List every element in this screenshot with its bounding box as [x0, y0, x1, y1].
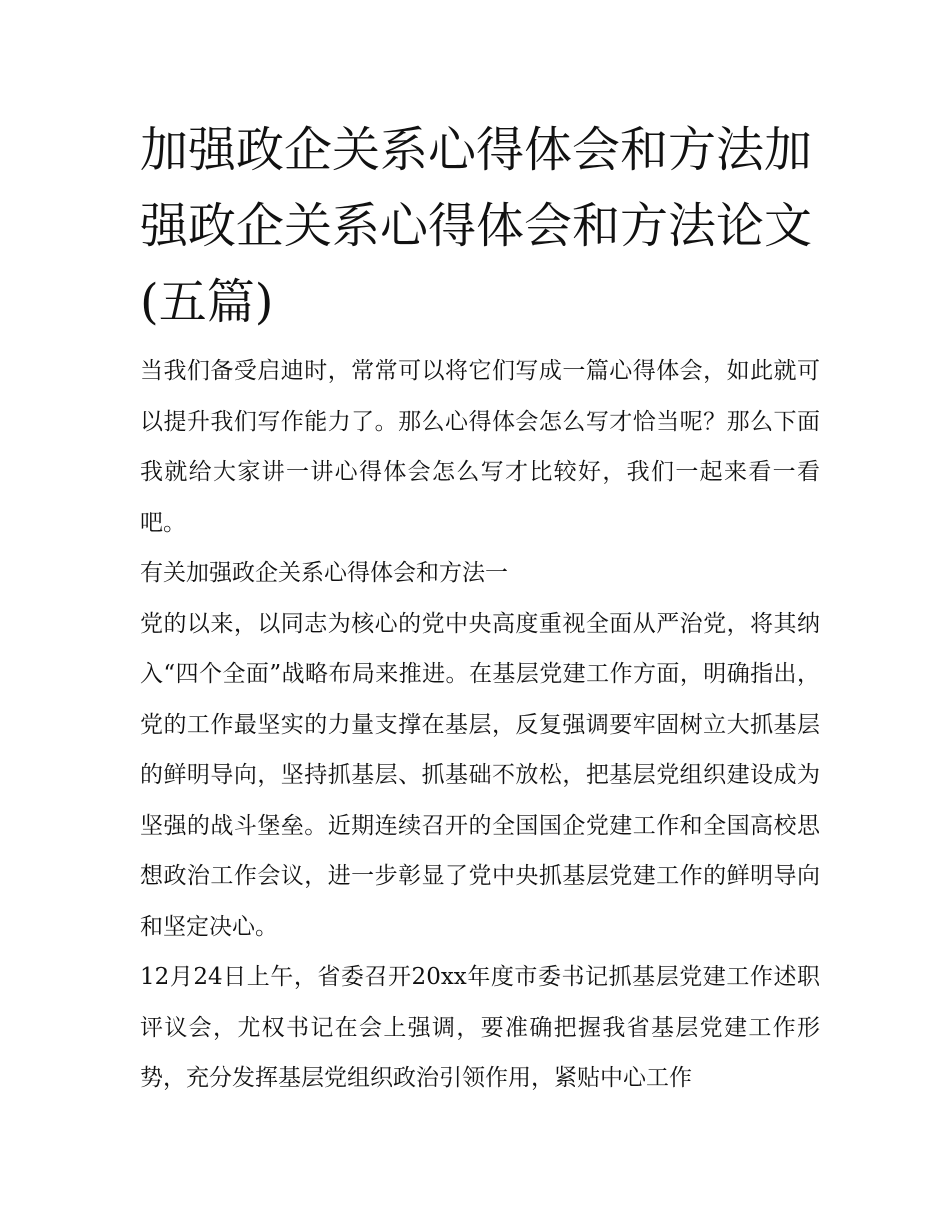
document-page	[140, 112, 820, 1104]
intro-paragraph: 当我们备受启迪时，常常可以将它们写成一篇心得体会，如此就可以提升我们写作能力了。那么心得体会怎么写才恰当呢？那么下面我就给大家讲一讲心得体会怎么写才比较好，我们一起来看一看吧。	[140, 358, 820, 536]
body-paragraph-1: 党的以来，以同志为核心的党中央高度重视全面从严治党，将其纳入“四个全面”战略布局来推进。在基层党建工作方面，明确指出，党的工作最坚实的力量支撑在基层，反复强调要牢固树立大抓基层的鲜明导向，坚持抓基层、抓基础不放松，把基层党组织建设成为坚强的战斗堡垒。近期连续召开的全国国企党建工作和全国高校思想政治工作会议，进一步彰显了党中央抓基层党建工作的鲜明导向和坚定决心。	[140, 610, 820, 940]
section-heading: 有关加强政企关系心得体会和方法一	[140, 560, 508, 586]
body-paragraph-2: 12月24日上午，省委召开20xx年度市委书记抓基层党建工作述职评议会，尤权书记在会上强调，要准确把握我省基层党建工作形势，充分发挥基层党组织政治引领作用，紧贴中心工作	[140, 964, 820, 1091]
document-title: 加强政企关系心得体会和方法加强政企关系心得体会和方法论文(五篇)	[140, 122, 813, 330]
